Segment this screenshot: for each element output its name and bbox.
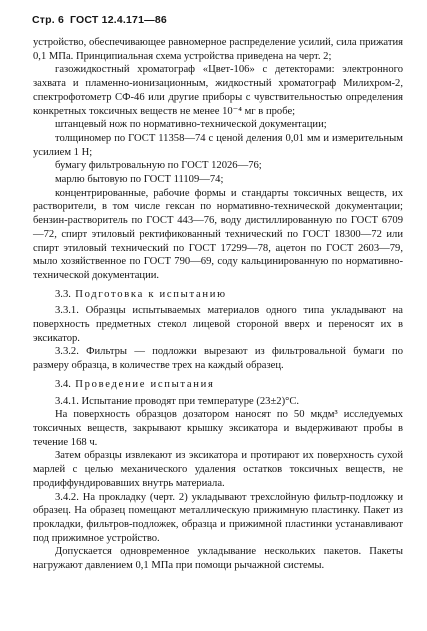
section-title: Подготовка к испытанию [75,288,227,300]
section-title: Проведение испытания [75,378,215,390]
paragraph-device: устройство, обеспечивающее равномерное распределение усилий, сила прижатия 0,1 МПа. Принципиальная схема устройства приведена на черт. 2; [33,37,403,62]
paragraph-thickness-gauge: толщиномер по ГОСТ 11358—74 с ценой деления 0,01 мм и измерительным усилием 1 Н; [33,132,403,158]
paragraph-3-3-2: 3.3.2. Фильтры — подложки вырезают из фильтровальной бумаги по размеру образца, в количестве трех на каждый образец. [33,346,403,372]
paragraph-filter-paper: бумагу фильтровальную по ГОСТ 12026—76; [55,160,262,172]
paragraph-3-4-1: 3.4.1. Испытание проводят при температуре (23±2)°С. [55,395,300,407]
paragraph-stacking: Допускается одновременное укладывание нескольких пакетов. Пакеты нагружают давлением 0,1 МПа при помощи рычажной системы. [33,546,403,572]
paragraph-gauze: марлю бытовую по ГОСТ 11109—74; [55,174,224,186]
page-number: Стр. 6 [32,14,65,26]
section-number: 3.3. [55,288,71,300]
page-header [32,14,403,26]
paragraph-3-4-2: 3.4.2. На прокладку (черт. 2) укладывают трехслойную фильтр-подложку и образец. На образец помещают металлическую прижимную пластинку. Пакет из прокладки, фильтров-подложек, образца и прижимной пластинки устанавливают под прижимное устройство. [33,491,403,544]
paragraph-wiping: Затем образцы извлекают из эксикатора и протирают их поверхность сухой марлей с целью механического удаления остатков токсичных веществ, не продиффундировавших внутрь материала. [33,450,403,489]
paragraph-chromatograph: газожидкостный хроматограф «Цвет-106» с детекторами: электронного захвата и пламенно-ионизационным, жидкостный хроматограф Милихром-2, спектрофотометр СФ-46 или другие приборы с чувствительностью определения конкретных токсичных веществ не менее 10⁻⁴ мг в пробе; [33,64,403,117]
paragraph-3-3-1: 3.3.1. Образцы испытываемых материалов одного типа укладывают на поверхность предметных стекол лицевой стороной вверх и переносят их в эксикатор. [33,305,403,344]
paragraph-knife: штанцевый нож по нормативно-технической документации; [55,119,327,131]
section-heading-preparation [33,288,403,302]
paragraph-application: На поверхность образцов дозатором наносят по 50 мкдм³ исследуемых токсичных веществ, закрывают крышку эксикатора и выдерживают пробы в течение 168 ч. [33,409,403,448]
section-number: 3.4. [55,378,71,390]
paragraph-reagents: концентрированные, рабочие формы и стандарты токсичных веществ, их растворители, в том числе гексан по нормативно-технической документации; бензин-растворитель по ГОСТ 443—76, воду дистиллированную по ГОСТ 6709—72, спирт этиловый ректификованный технический по ГОСТ 18300—72 или спирт этиловый технический по ГОСТ 17299—78, ацетон по ГОСТ 2603—79, мыло хозяйственное по ГОСТ 790—69, соду кальцинированную по нормативно-технической документации. [33,187,403,281]
section-heading-testing [33,378,403,392]
standard-id: ГОСТ 12.4.171—86 [70,14,167,26]
